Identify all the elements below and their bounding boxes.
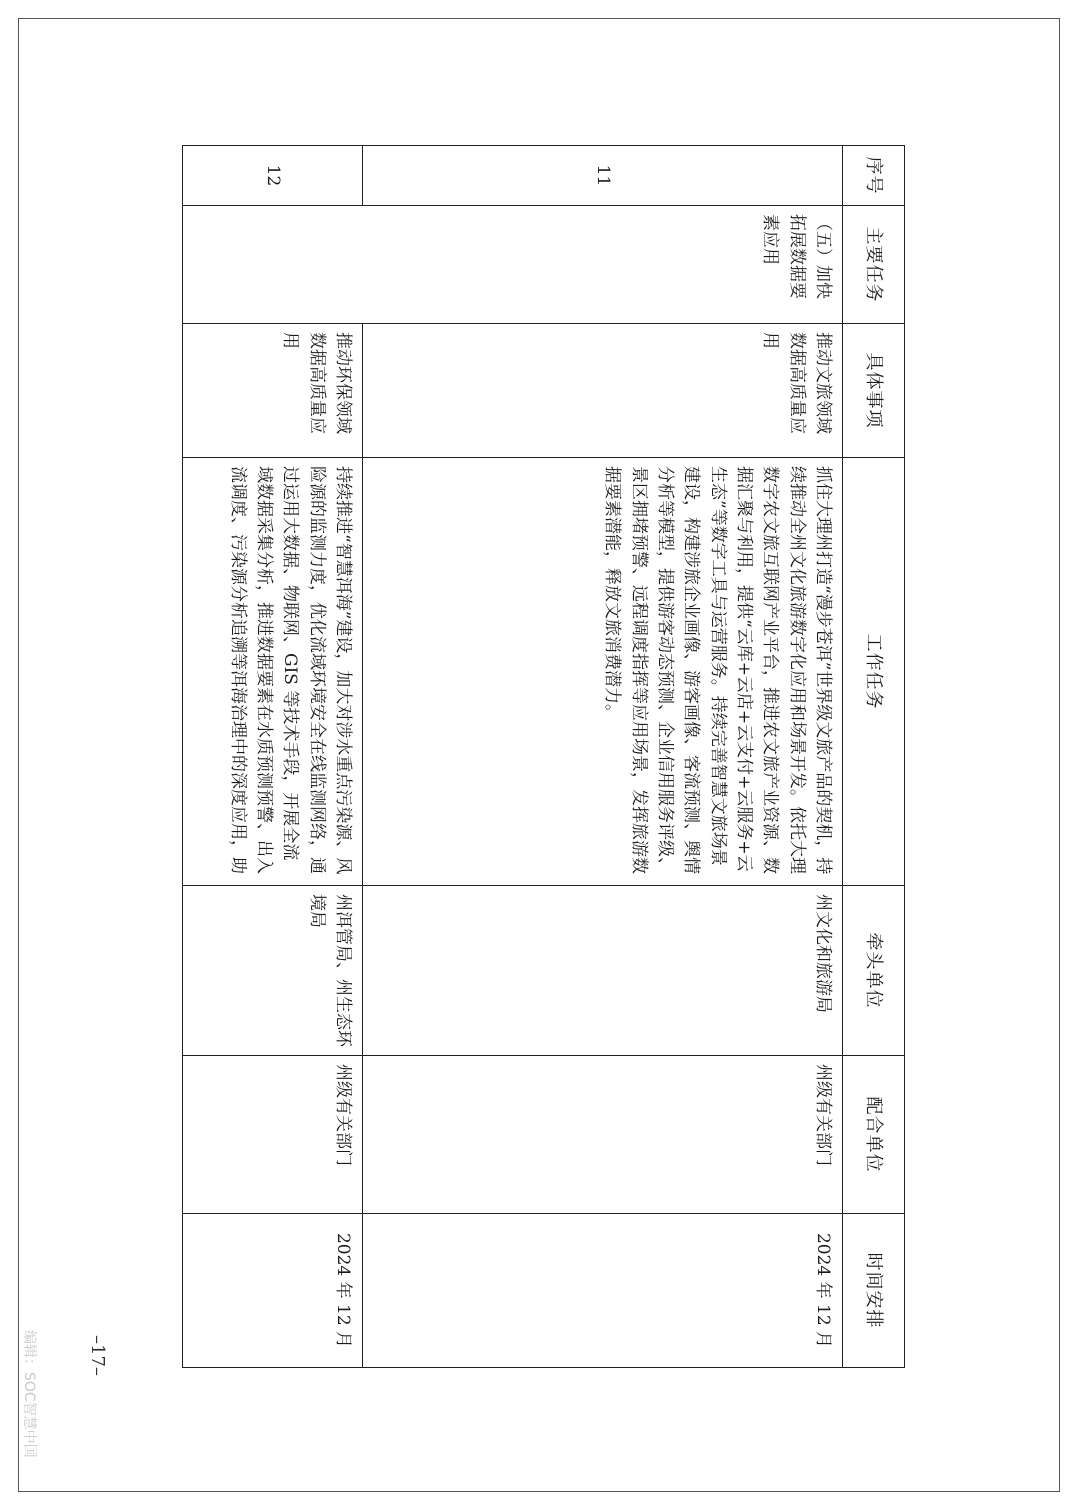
row-seq: 11 bbox=[363, 146, 843, 206]
rotated-table-frame bbox=[183, 145, 905, 1367]
row-specific-item: 推动文旅领域数据高质量应用 bbox=[363, 324, 843, 458]
header-schedule: 时间安排 bbox=[843, 1214, 905, 1368]
row-coop-unit: 州级有关部门 bbox=[363, 1056, 843, 1214]
row-schedule: 2024 年 12 月 bbox=[363, 1214, 843, 1368]
row-schedule: 2024 年 12 月 bbox=[183, 1214, 363, 1368]
header-coop-unit: 配合单位 bbox=[843, 1056, 905, 1214]
header-specific-item: 具体事项 bbox=[843, 324, 905, 458]
row-work-task: 抓住大理州打造“漫步苍洱”世界级文旅产品的契机，持续推动全州文化旅游数字化应用和场景开发。依托大理数字农文旅互联网产业平台，推进农文旅产业资源、数据汇聚与利用，提供“云库+云店+云支付+云服务+云生态”等数字工具与运营服务。持续完善智慧文旅场景建设，构建涉旅企业画像、游客画像、客流预测、舆情分析等模型，提供游客动态预测、企业信用服务评级、景区拥堵预警、远程调度指挥等应用场景，发挥旅游数据要素潜能，释放文旅消费潜力。 bbox=[363, 458, 843, 886]
group-label: （五）加快拓展数据要素应用 bbox=[183, 206, 843, 324]
header-seq: 序号 bbox=[843, 146, 905, 206]
header-work-task: 工作任务 bbox=[843, 458, 905, 886]
row-seq: 12 bbox=[183, 146, 363, 206]
table-row bbox=[363, 146, 843, 1368]
row-coop-unit: 州级有关部门 bbox=[183, 1056, 363, 1214]
row-lead-unit: 州洱管局、州生态环境局 bbox=[183, 886, 363, 1056]
row-specific-item: 推动环保领域数据高质量应用 bbox=[183, 324, 363, 458]
table-container bbox=[183, 145, 905, 1367]
table-row bbox=[183, 146, 363, 1368]
task-table bbox=[182, 145, 905, 1368]
watermark: 编辑：SOC智慧中国 bbox=[21, 1330, 37, 1458]
page-number: –17– bbox=[87, 1335, 108, 1376]
header-main-task: 主要任务 bbox=[843, 206, 905, 324]
row-work-task: 持续推进“智慧洱海”建设，加大对涉水重点污染源、风险源的监测力度，优化流域环境安全在线监测网络，通过运用大数据、物联网、GIS 等技术手段，开展全流域数据采集分析，推进数据要素在水质预测预警、出入流调度、污染源分析追溯等洱海治理中的深度应用，助 bbox=[183, 458, 363, 886]
header-lead-unit: 牵头单位 bbox=[843, 886, 905, 1056]
row-lead-unit: 州文化和旅游局 bbox=[363, 886, 843, 1056]
